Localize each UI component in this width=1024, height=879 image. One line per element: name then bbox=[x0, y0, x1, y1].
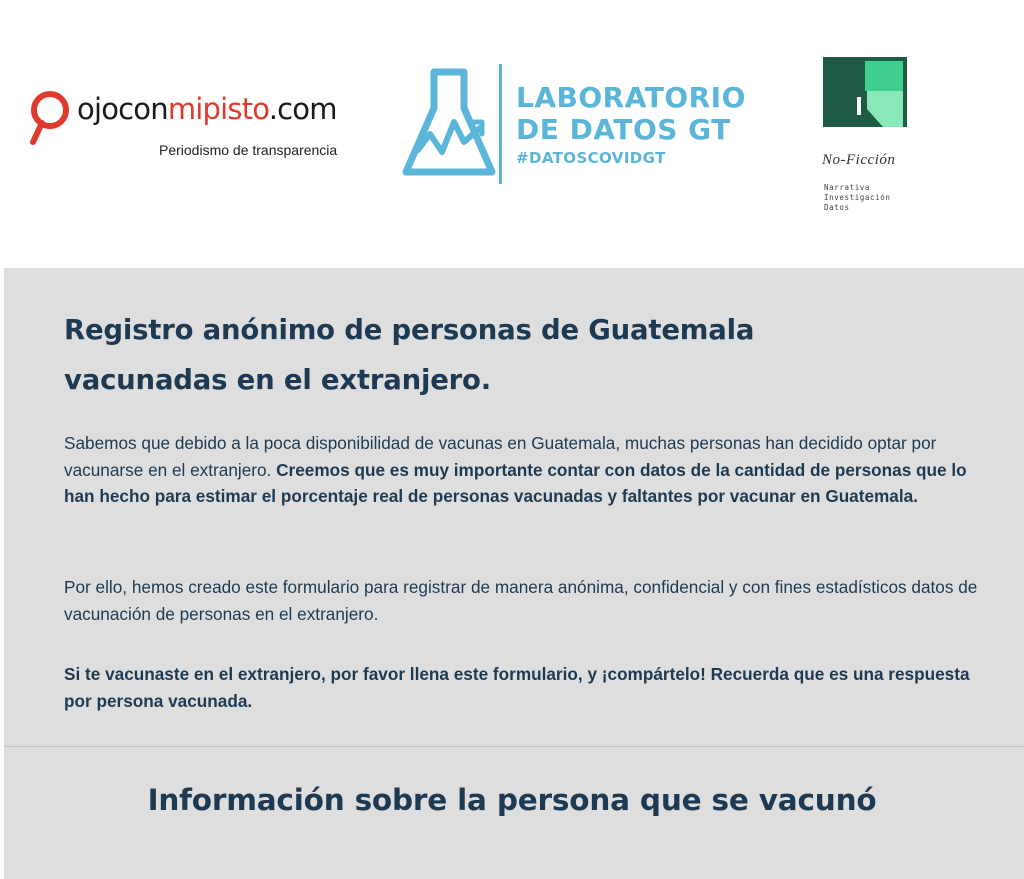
call-to-action-text: Si te vacunaste en el extranjero, por favor llena este formulario, y ¡compártelo! Recuerda que es una respuesta por persona vacunada. bbox=[64, 664, 970, 711]
lab-title-line2: DE DATOS GT bbox=[516, 113, 731, 146]
section-title: Información sobre la persona que se vacunó bbox=[147, 783, 877, 817]
intro-bold-text: Creemos que es muy importante contar con datos de la cantidad de personas que lo han hecho para estimar el porcentaje real de personas vacunadas y faltantes por vacunar en Guatemala. bbox=[64, 459, 967, 506]
ojoconmipisto-logo bbox=[28, 86, 378, 166]
logo-separator bbox=[499, 64, 502, 184]
laboratorio-logo bbox=[400, 58, 760, 188]
ojo-tagline: Periodismo de transparencia bbox=[159, 142, 338, 158]
magnifier-icon bbox=[28, 90, 74, 146]
ojoconmipisto-wordmark bbox=[77, 92, 337, 126]
flask-icon bbox=[400, 64, 498, 184]
no-ficcion-sub-narrativa: Narrativa bbox=[824, 183, 871, 192]
lab-hashtag: #DATOSCOVIDGT bbox=[516, 149, 666, 167]
intro-text: Sabemos que debido a la poca disponibilidad de vacunas en Guatemala, muchas personas han decidido optar por vacunarse en el extranjero. bbox=[64, 433, 937, 480]
call-to-action-paragraph bbox=[64, 661, 984, 714]
no-ficcion-title: No-Ficción bbox=[822, 152, 896, 168]
intro-paragraph bbox=[64, 430, 984, 510]
lab-title-line1: LABORATORIO bbox=[516, 81, 746, 114]
no-ficcion-sub-investigacion: Investigación bbox=[824, 193, 891, 202]
no-ficcion-logo bbox=[812, 56, 932, 226]
purpose-paragraph: Por ello, hemos creado este formulario para registrar de manera anónima, confidencial y con fines estadísticos datos de vacunación de personas en el extranjero. bbox=[64, 577, 978, 624]
ojo-wordmark-red: mipisto bbox=[167, 92, 269, 126]
logo-header bbox=[0, 0, 1024, 268]
section-divider bbox=[4, 746, 1024, 747]
no-ficcion-sub-datos: Datos bbox=[824, 203, 850, 212]
no-ficcion-mark-icon bbox=[823, 57, 907, 127]
ojo-wordmark-black: ojocon bbox=[77, 92, 168, 126]
form-title: Registro anónimo de personas de Guatemala vacunadas en el extranjero. bbox=[64, 314, 755, 396]
ojo-wordmark-suffix: .com bbox=[268, 92, 337, 126]
